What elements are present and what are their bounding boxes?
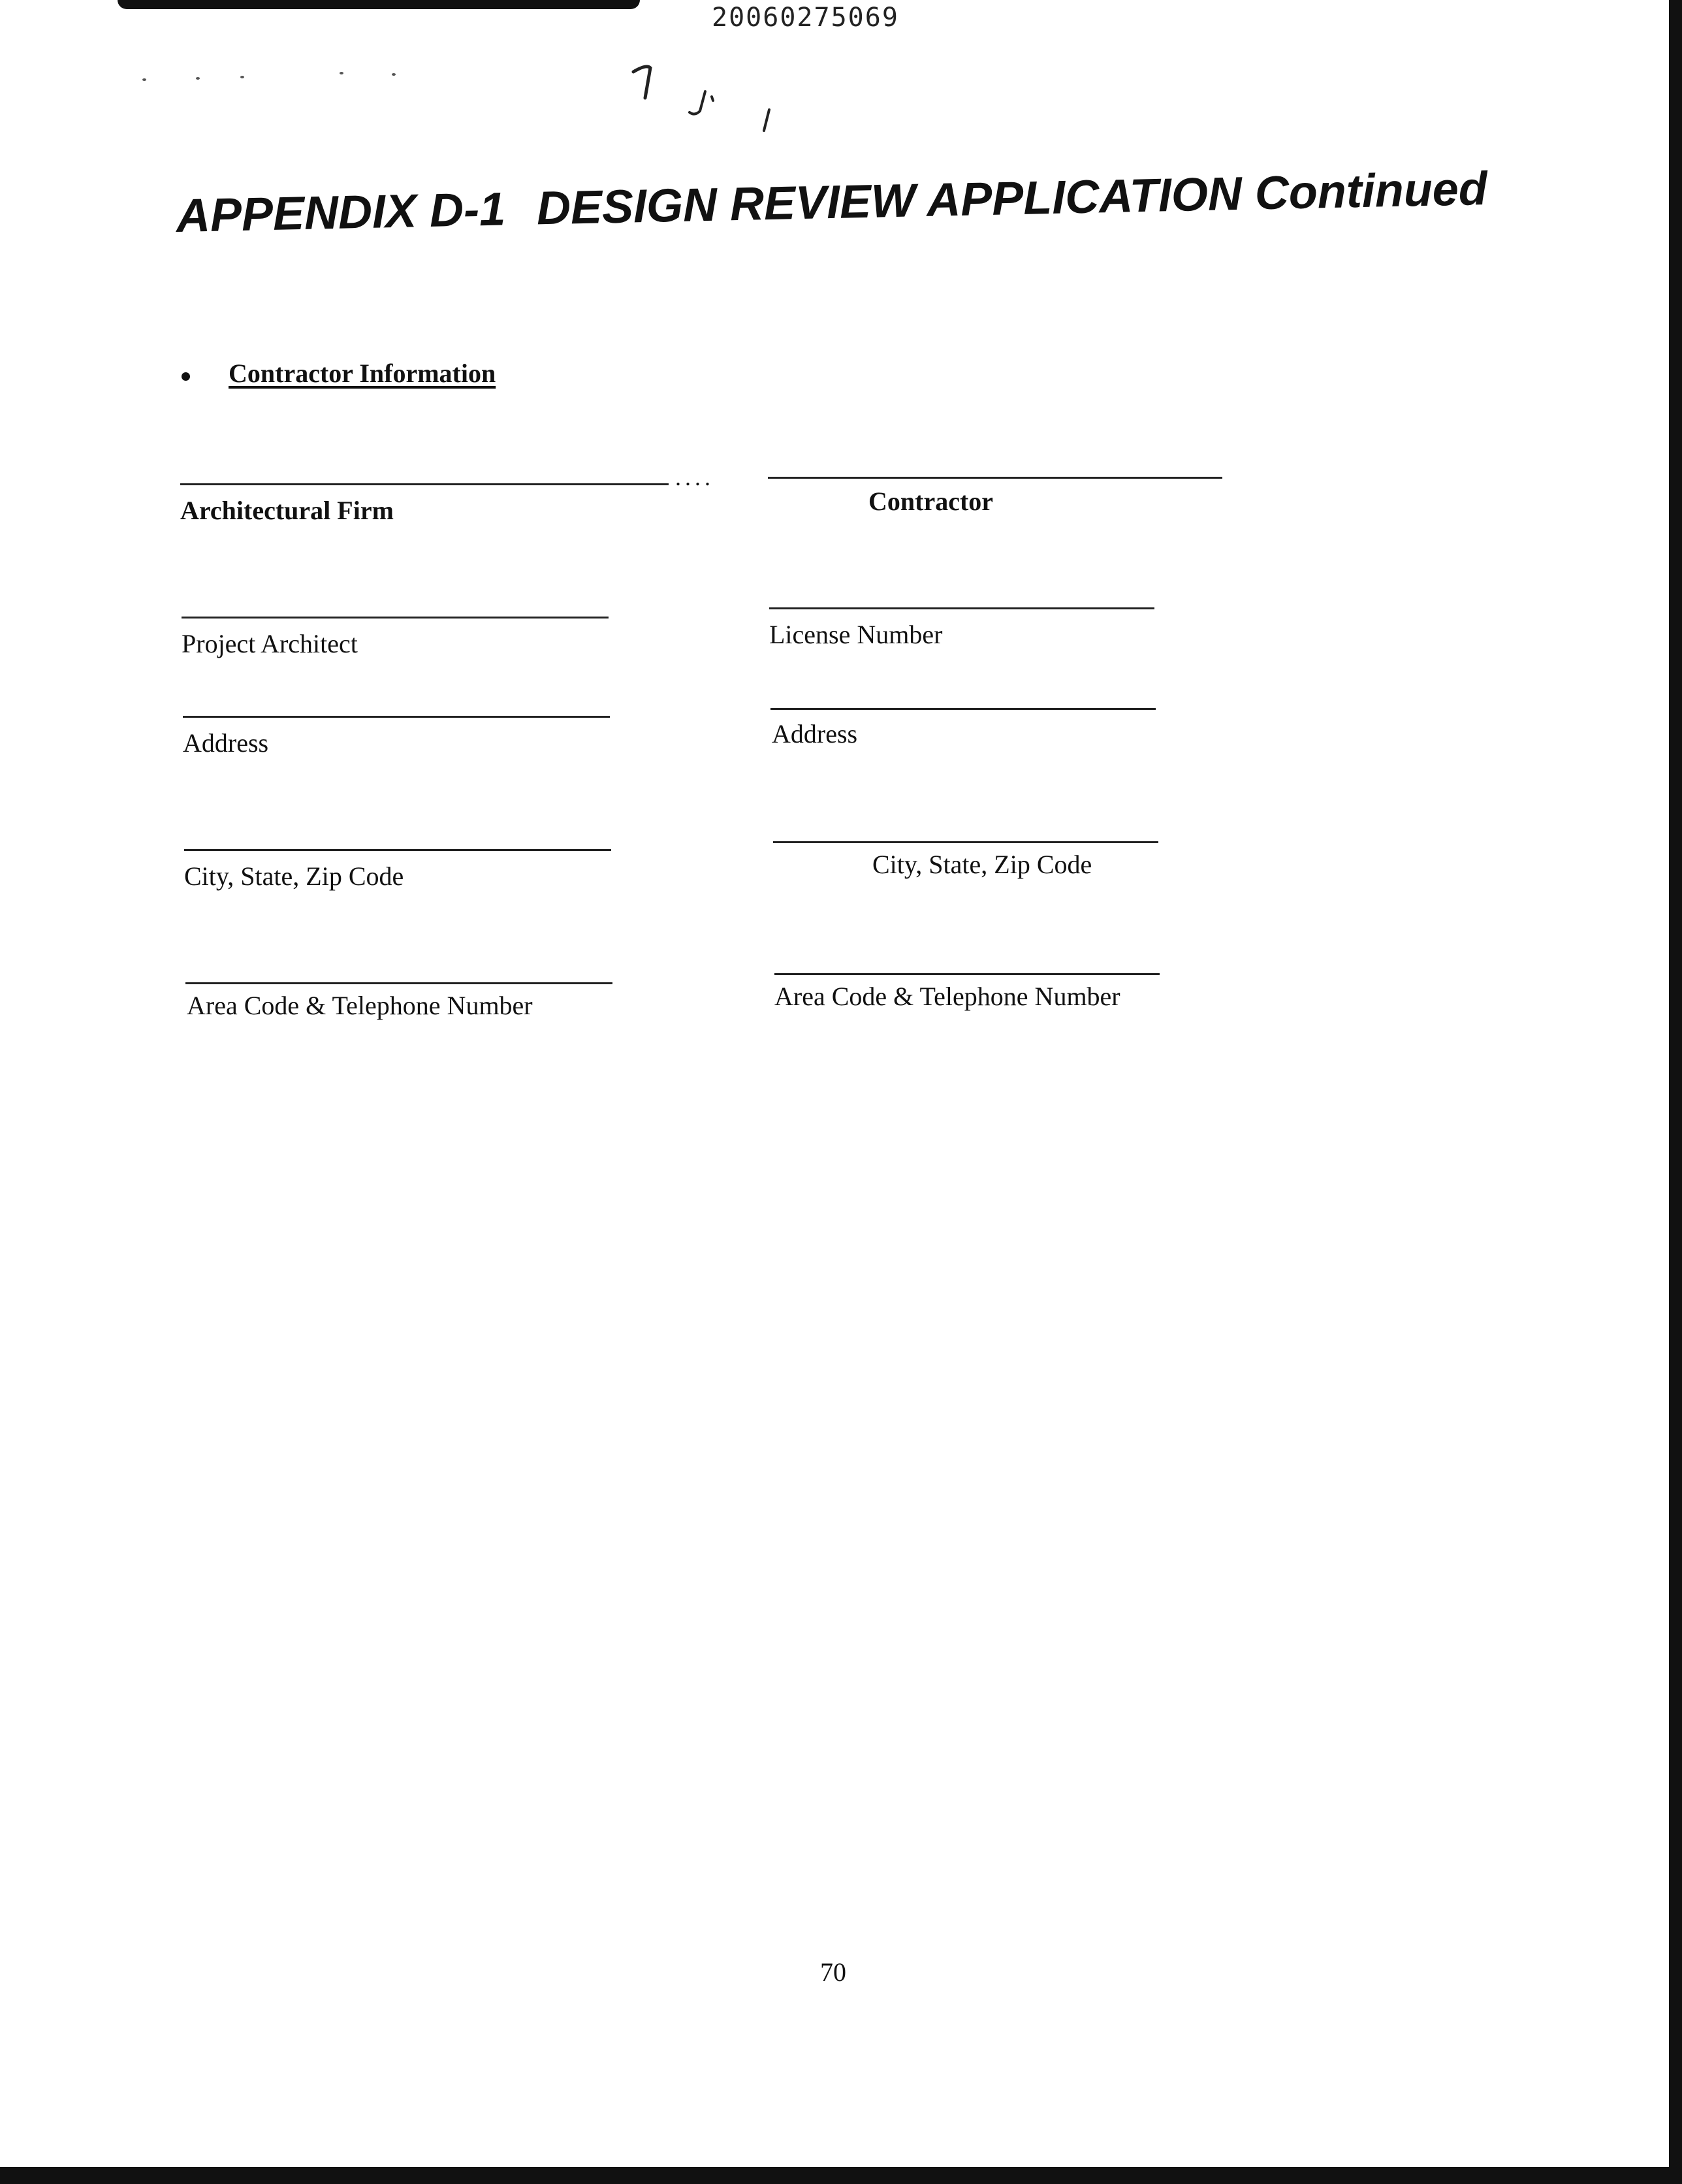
handwritten-mark	[627, 59, 784, 137]
scan-speckle	[142, 78, 146, 81]
left-phone-label: Area Code & Telephone Number	[187, 991, 533, 1020]
page-title	[176, 162, 1487, 243]
scan-edge-right	[1669, 0, 1682, 2184]
title-design-review: DESIGN REVIEW APPLICATION Continued	[536, 162, 1488, 235]
scan-edge-bottom	[0, 2167, 1682, 2184]
scan-speckle	[240, 76, 244, 78]
title-appendix: APPENDIX D-1	[176, 183, 506, 242]
right-address-label: Address	[772, 719, 858, 748]
architectural-firm-label: Architectural Firm	[180, 496, 394, 525]
right-city-label: City, State, Zip Code	[872, 850, 1092, 879]
left-city-label: City, State, Zip Code	[184, 861, 404, 891]
left-city-blank-line[interactable]	[184, 849, 611, 851]
contractor-blank-line[interactable]	[768, 477, 1222, 479]
left-address-label: Address	[183, 728, 269, 758]
scan-speckle	[340, 72, 343, 74]
left-phone-blank-line[interactable]	[185, 982, 612, 984]
firm-blank-line[interactable]	[180, 483, 669, 485]
project-architect-blank-line[interactable]	[182, 617, 609, 618]
project-architect-label: Project Architect	[182, 629, 358, 658]
dotted-leader: ....	[675, 464, 714, 490]
contractor-label: Contractor	[868, 487, 994, 516]
right-phone-label: Area Code & Telephone Number	[774, 982, 1120, 1011]
right-phone-blank-line[interactable]	[774, 973, 1160, 975]
scan-edge-top	[118, 0, 640, 9]
scan-speckle	[196, 77, 200, 80]
right-city-blank-line[interactable]	[773, 841, 1158, 843]
page-number: 70	[820, 1957, 846, 1987]
section-heading: Contractor Information	[229, 359, 496, 388]
scan-speckle	[392, 73, 396, 76]
license-number-label: License Number	[769, 620, 943, 649]
bullet-icon	[182, 372, 190, 381]
document-id: 20060275069	[712, 3, 899, 33]
license-number-blank-line[interactable]	[769, 607, 1154, 609]
right-address-blank-line[interactable]	[770, 708, 1156, 710]
left-address-blank-line[interactable]	[183, 716, 610, 718]
